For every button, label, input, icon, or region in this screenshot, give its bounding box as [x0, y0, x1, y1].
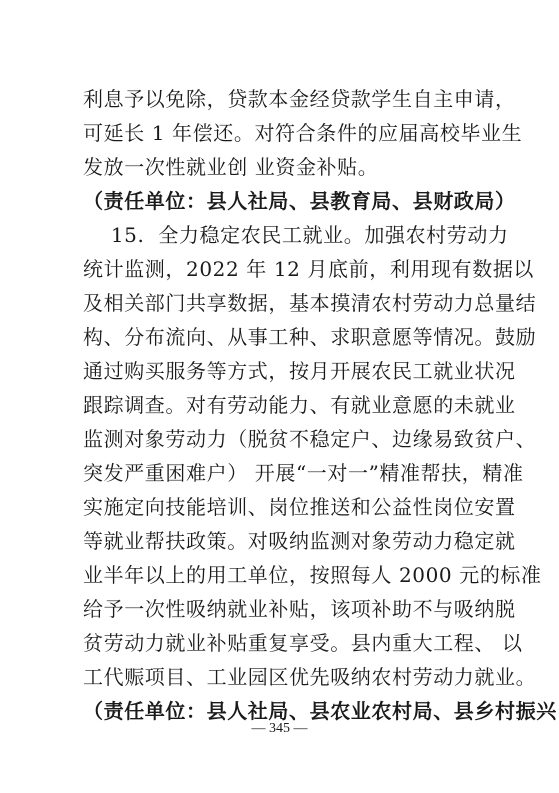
responsibility-line: （责任单位：县人社局、县教育局、县财政局）	[83, 189, 516, 213]
text-line: 贫劳动力就业补贴重复享受。县内重大工程、 以	[83, 631, 523, 655]
text-line: 构、分布流向、从事工种、求职意愿等情况。鼓励	[83, 325, 537, 349]
text-line: 通过购买服务等方式，按月开展农民工就业状况	[83, 359, 516, 383]
text-line: 跟踪调查。对有劳动能力、有就业意愿的未就业	[83, 393, 516, 417]
text-line: 等就业帮扶政策。对吸纳监测对象劳动力稳定就	[83, 529, 516, 553]
section-heading-line: 15. 全力稳定农民工就业。加强农村劳动力	[83, 223, 509, 247]
text-line: 实施定向技能培训、岗位推送和公益性岗位安置	[83, 495, 516, 519]
text-line: 业半年以上的用工单位，按照每人 2000 元的标准	[83, 563, 542, 587]
text-line: 给予一次性吸纳就业补贴，该项补助不与吸纳脱	[83, 597, 516, 621]
text-line: 及相关部门共享数据，基本摸清农村劳动力总量结	[83, 291, 537, 315]
text-line: 统计监测，2022 年 12 月底前，利用现有数据以	[83, 257, 535, 281]
text-line: 利息予以免除，贷款本金经贷款学生自主申请，	[83, 87, 516, 111]
text-line: 工代赈项目、工业园区优先吸纳农村劳动力就业。	[83, 665, 537, 689]
text-line: 发放一次性就业创 业资金补贴。	[83, 155, 379, 179]
text-line: 可延长 1 年偿还。对符合条件的应届高校毕业生	[83, 121, 523, 145]
text-line: 监测对象劳动力（脱贫不稳定户、边缘易致贫户、	[83, 427, 537, 451]
text-line: 突发严重困难户） 开展“一对一”精准帮扶，精准	[83, 461, 524, 485]
responsibility-line: （责任单位：县人社局、县农业农村局、县乡村振兴	[83, 699, 557, 723]
page-number: — 345 —	[251, 721, 308, 736]
